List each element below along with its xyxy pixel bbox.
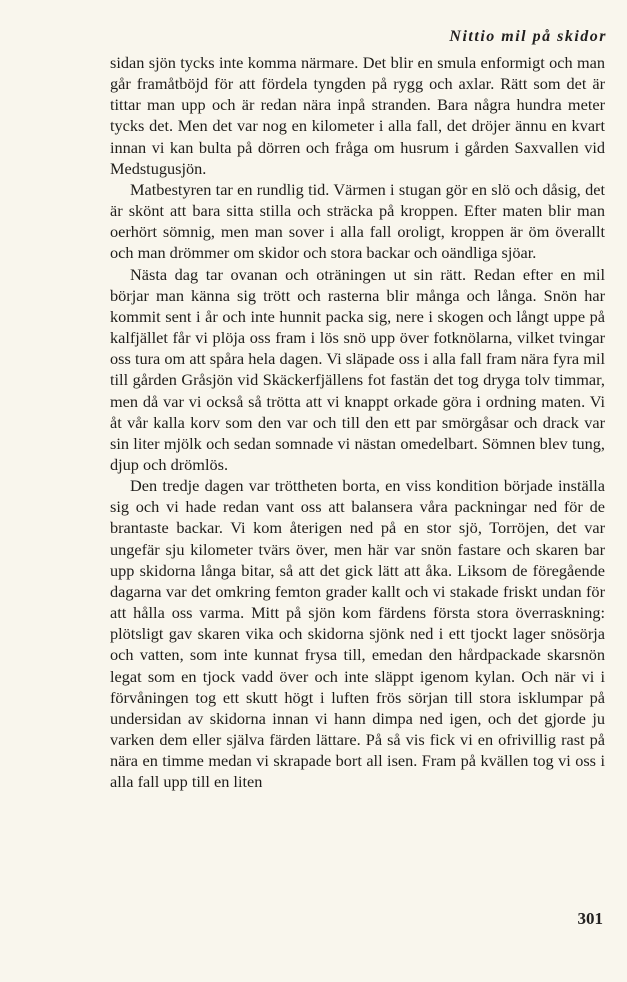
page-number: 301 <box>577 909 603 928</box>
running-head: Nittio mil på skidor <box>449 28 607 45</box>
paragraph-2: Matbestyren tar en rundlig tid. Värmen i stugan gör en slö och dåsig, det är skönt att bara sitta stilla och sträcka på kroppen. Efter maten blir man oerhört sömnig, men man sover i alla fall oroligt, kroppen är öm överallt och man drömmer om skidor och stora backar och oändliga sjöar. <box>110 179 605 263</box>
paragraph-4: Den tredje dagen var tröttheten borta, en viss kondition började inställa sig och vi hade redan vant oss att balansera våra packningar ned för de brantaste backar. Vi kom återigen ned på en stor sjö, Torröjen, det var ungefär sju kilometer tvärs över, men här var snön fastare och skaren bar upp skidorna långa bitar, så att det gick lätt att åka. Liksom de föregående dagarna var det omkring femton grader kallt och vi stakade friskt undan för att hålla oss varma. Mitt på sjön kom färdens första stora överraskning: plötsligt gav skaren vika och skidorna sjönk ned i ett tjockt lager snösörja och vatten, som inte kunnat frysa till, emedan den hårdpackade skarsnön legat som en tjock vadd över och inte släppt igenom kylan. Och när vi i förvåningen tog ett skutt högt i luften frös sörjan till stora isklumpar på undersidan av skidorna innan vi hann dimpa ned igen, och det gjorde ju varken dem eller själva färden lättare. På så vis fick vi en ofrivillig rast på nära en timme medan vi skrapade bort all isen. Fram på kvällen tog vi oss i alla fall upp till en liten <box>110 476 605 792</box>
body-text <box>110 52 605 792</box>
paragraph-1: sidan sjön tycks inte komma närmare. Det blir en smula enformigt och man går framåtböjd för att fördela tyngden på rygg och axlar. Rätt som det är tittar man upp och är redan nära inpå stranden. Bara några hundra meter tycks det. Men det var nog en kilometer i alla fall, det dröjer ännu en kvart innan vi kan bulta på dörren och fråga om husrum i gården Saxvallen vid Medstugusjön. <box>110 53 605 178</box>
paragraph-3: Nästa dag tar ovanan och oträningen ut sin rätt. Redan efter en mil börjar man känna sig trött och rasterna blir många och långa. Snön har kommit sent i år och inte hunnit packa sig, nere i skogen och långt uppe på kalfjället får vi plöja oss fram i lös snö upp över fotknölarna, vilket tvingar oss tura om att spåra hela dagen. Vi släpade oss i alla fall fram nära fyra mil till gården Gråsjön vid Skäckerfjällens fot fastän det tog dryga tolv timmar, men då var vi också så trötta att vi knappt orkade göra i ordning maten. Vi åt vår kalla korv som den var och till den ett par smörgåsar och drack var sin liter mjölk och sedan somnade vi nästan omedelbart. Sömnen blev tung, djup och drömlös. <box>110 264 605 474</box>
